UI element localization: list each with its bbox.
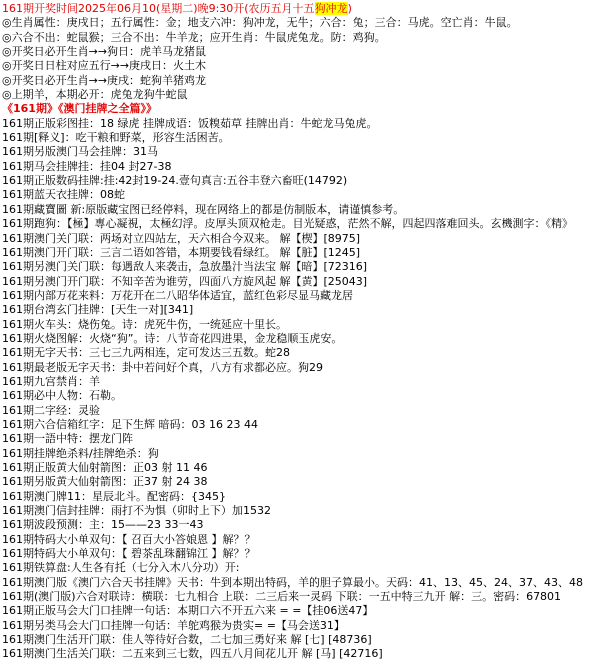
text-line: 161期另澳门开门联：不知辛苦为谁劳，四面八方旋风起 解【黄】[25043] [2, 274, 368, 288]
text-line: 161期挂牌绝杀料/挂牌绝杀：狗 [2, 446, 159, 460]
text-line: 161期内部万花来料：万花开在二八昭华体适宜，蓝红色彩尽显马藏龙居 [2, 288, 353, 302]
text-line: 161期藏寶圖 新:原版藏宝图已经停料，现在网络上的都是仿制版本，请谨慎参考。 [2, 202, 405, 216]
text-line: 161期澳门版《澳门六合天书挂牌》天书：牛到本期出特码，羊的胆子算最小。天码：41、13、45、24、37、43、48 [2, 575, 583, 589]
text-line: 161期另澳门关门联：每遇敌人来袭击，急放墨汁当法宝 解【暗】[72316] [2, 260, 368, 274]
text-line: 161期特码大小单双句：【 召百大小答娘恩 】解？？ [2, 532, 256, 546]
intro-block [2, 16, 601, 102]
text-line: 161期马会挂牌挂：挂04 封27-38 [2, 159, 172, 173]
text-line: 161期澳门关门联：两场对立四站左，天六相合今双来。 解【楔】[8975] [2, 231, 361, 245]
intro-line: ◎开奖日必开生肖→→狗日：虎羊马龙猪鼠 [2, 45, 207, 59]
text-line: 161期火烧图解：火烧“狗”。诗：八节奇花四进果，金龙稳顺玉虎安。 [2, 331, 343, 345]
text-line: 161期特码大小单双句：【 碧茶乱珠翻锦江 】解？？ [2, 547, 256, 561]
text-line: 161期波段预测：主：15——23 33一43 [2, 518, 204, 532]
header-title: 161期开奖时间2025年06月10(星期二)晚9:30开(农历五月十五 [2, 2, 315, 15]
section-title: 《161期》《澳门挂牌之全篇》》 [2, 102, 157, 116]
text-line: 161期澳门信封挂牌：雨打不为惧（卯时上下）加1532 [2, 504, 271, 518]
text-line: 161期澳门生活开门联：佳人等待好合数，二七加三勇好来 解 [七] [48736] [2, 633, 372, 647]
text-line: 161期正版黄大仙射箭图：正03 射 11 46 [2, 461, 208, 474]
text-line: 161期正版彩图挂：18 绿虎 挂牌成语：饭糗茹草 挂牌出肖：牛蛇龙马兔虎。 [2, 116, 378, 130]
text-line: 161期跑狗：【極】專心凝視，太極幻浮。皮厚头顶双枪走。目光疑惑，茫然不解，四起四落难回头。玄機測字：《精》 [2, 217, 573, 231]
text-line: 161期蓝天衣挂牌：08蛇 [2, 188, 125, 202]
text-line: 161期火车头：烧伤兔。诗：虎死牛伤，一统延应十里长。 [2, 317, 287, 331]
intro-line: ◎生肖属性：庚戌日；五行属性：金；地支六冲：狗冲龙，无牛；六合：兔；三合：马虎。空亡肖：牛鼠。 [2, 16, 518, 30]
text-line: 161期正版数码挂牌:挂:42封19-24.壹句真言:五谷丰登六畜旺(14792) [2, 174, 348, 188]
text-line: 161期铁算盘:人生各有托（七分入木八分功）开: [2, 561, 240, 575]
intro-line: ◎开奖日必开生肖→→庚戌：蛇狗羊猪鸡龙 [2, 73, 207, 87]
text-line: 161期九宫禁肖：羊 [2, 374, 100, 388]
text-line: 161期[释义]：吃干粮和野菜，形容生活困苦。 [2, 131, 230, 145]
text-line: 161期六合信箱红字：足下生辉 暗码：03 16 23 44 [2, 417, 258, 431]
text-line: 161期另版黄大仙射箭图：正37 射 24 38 [2, 475, 208, 489]
text-line: 161期台湾玄门挂牌：[天生一对][341] [2, 303, 194, 317]
text-line: 161期澳门生活关门联：二五来到三七数，四五八月间花儿开 解 [马] [42716] [2, 647, 383, 661]
text-line: 161期一語中特：摆龙门阵 [2, 432, 133, 446]
text-line: 161期澳门牌11：星辰北斗。配密码：{345} [2, 489, 226, 503]
text-line: 161期正版马会大门口挂牌一句话：本期口六不开五六来 = =【挂06送47】 [2, 604, 374, 618]
text-line: 161期澳门开门联：三言二语如答错，本期要钱看绿红。 解【脏】[1245] [2, 245, 361, 259]
header-line [2, 2, 601, 16]
body-block [2, 117, 601, 662]
header-suffix: ) [347, 2, 352, 15]
intro-line: ◎六合不出：蛇鼠猴；三合不出：牛羊龙；应开生肖：牛鼠虎兔龙。防：鸡狗。 [2, 30, 386, 44]
text-line: 161期(澳门版)六合对联诗：横联：七九相合 上联：二三后来一灵码 下联：一五中特三九开 解：三。密码：67801 [2, 590, 562, 604]
text-line: 161期另版澳门马会挂牌：31马 [2, 145, 158, 159]
text-line: 161期二字经：灵验 [2, 403, 100, 417]
text-line: 161期无字天书：三七三九两相连，定可发达三五数。蛇28 [2, 346, 290, 360]
text-line: 161期必中人物：石勒。 [2, 389, 122, 403]
text-line: 161期另类马会大门口挂牌一句话：羊鸵鸡猴为贵实= =【马会送31】 [2, 618, 345, 632]
text-line: 161期最老版无字天书：卦中若问好个真，八方有求都必应。狗29 [2, 360, 323, 374]
header-highlight: 狗冲龙 [314, 2, 348, 15]
intro-line: ◎上期羊，本期必开：虎兔龙狗牛蛇鼠 [2, 88, 188, 102]
intro-line: ◎开奖日日柱对应五行→→庚戌日：火土木 [2, 59, 207, 73]
